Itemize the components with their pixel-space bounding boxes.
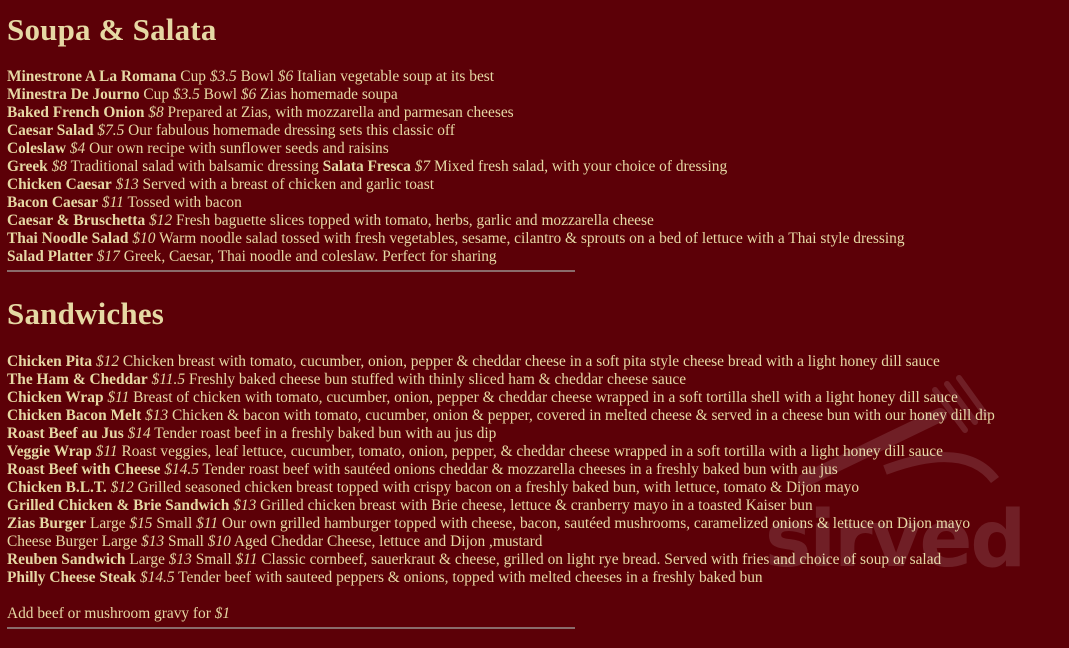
sandwiches-list: [7, 353, 1062, 587]
item-price: $12: [149, 212, 173, 229]
item-price: $15: [129, 515, 153, 532]
menu-item: [7, 68, 1062, 86]
menu-item: [7, 86, 1062, 104]
menu-item: [7, 533, 1062, 551]
item-price: $3.5: [209, 68, 237, 85]
item-name: Minestrone A La Romana: [7, 68, 177, 85]
item-price: $6: [240, 86, 257, 103]
item-text: Zias homemade soupa: [256, 86, 398, 103]
item-price: $11: [196, 515, 219, 532]
item-text: Aged Cheddar Cheese, lettuce and Dijon ,mustard: [230, 533, 543, 550]
item-price: $8: [148, 104, 164, 121]
item-name: Zias Burger: [7, 515, 87, 532]
item-text: Our own recipe with sunflower seeds and raisins: [85, 140, 389, 157]
item-price: $17: [96, 248, 120, 265]
menu-item: [7, 140, 1062, 158]
item-name: Roast Beef with Cheese: [7, 461, 161, 478]
item-name: Chicken Caesar: [7, 176, 112, 193]
item-text: Chicken & bacon with tomato, cucumber, onion & pepper, covered in melted cheese & served in a cheese bun with our honey dill dip: [168, 407, 995, 424]
item-name: Bacon Caesar: [7, 194, 99, 211]
item-text: Roast veggies, leaf lettuce, cucumber, tomato, onion, pepper, & cheddar cheese wrapped in a soft tortilla with a light honey dill sauce: [117, 443, 943, 460]
item-name: Chicken Wrap: [7, 389, 104, 406]
item-price: $14.5: [164, 461, 199, 478]
menu-item: [7, 104, 1062, 122]
item-text: Our own grilled hamburger topped with cheese, bacon, sautéed mushrooms, caramelized onions & lettuce on Dijon mayo: [218, 515, 971, 532]
menu-item: [7, 497, 1062, 515]
item-text: Bowl: [199, 86, 241, 103]
item-name: Coleslaw: [7, 140, 66, 157]
item-name: Philly Cheese Steak: [7, 569, 137, 586]
item-price: $11: [101, 194, 124, 211]
menu-item: [7, 212, 1062, 230]
section-title-soups: Soupa & Salata: [7, 12, 217, 47]
item-price: $13: [168, 551, 192, 568]
item-price: $4: [69, 140, 86, 157]
menu-item: [7, 461, 1062, 479]
item-text: Classic cornbeef, sauerkraut & cheese, grilled on light rye bread. Served with fries and choice of soup or salad: [257, 551, 942, 568]
item-price: $6: [277, 68, 294, 85]
item-price: $13: [233, 497, 257, 514]
section-divider: [7, 270, 575, 272]
menu-item: [7, 158, 1062, 176]
menu-item: [7, 371, 1062, 389]
item-name: Chicken B.L.T.: [7, 479, 107, 496]
item-name: Salata Fresca: [322, 158, 411, 175]
item-name: Caesar & Bruschetta: [7, 212, 146, 229]
item-name: Caesar Salad: [7, 122, 94, 139]
item-price: $12: [95, 353, 120, 370]
menu-item: [7, 122, 1062, 140]
item-text: Tender roast beef with sautéed onions cheddar & mozzarella cheeses in a freshly baked bun with au jus: [198, 461, 838, 478]
item-text: Chicken breast with tomato, cucumber, onion, pepper & cheddar cheese in a soft pita style cheese bread with a light honey dill sauce: [119, 353, 940, 370]
item-name: Chicken Bacon Melt: [7, 407, 142, 424]
item-price: $12: [110, 479, 134, 496]
item-text: Prepared at Zias, with mozzarella and parmesan cheeses: [163, 104, 514, 121]
menu-item: [7, 569, 1062, 587]
item-text: Mixed fresh salad, with your choice of dressing: [430, 158, 728, 175]
item-price: $7.5: [97, 122, 125, 139]
item-text: Small: [152, 515, 197, 532]
menu-item: [7, 389, 1062, 407]
menu-item: [7, 176, 1062, 194]
item-text: Small: [164, 533, 208, 550]
item-price: $13: [115, 176, 139, 193]
item-text: Tossed with bacon: [123, 194, 242, 211]
item-price: $11: [95, 443, 118, 460]
item-text: Large: [125, 551, 169, 568]
item-name: The Ham & Cheddar: [7, 371, 148, 388]
item-price: $11.5: [151, 371, 186, 388]
item-price: $10: [132, 230, 156, 247]
item-price: $14: [127, 425, 151, 442]
item-text: Cup: [176, 68, 210, 85]
menu-item: [7, 248, 1062, 266]
item-name: Veggie Wrap: [7, 443, 92, 460]
item-text: Large: [86, 515, 130, 532]
item-price: $14.5: [139, 569, 175, 586]
item-price: $8: [51, 158, 67, 175]
item-text: Served with a breast of chicken and garlic toast: [138, 176, 435, 193]
item-text: Greek, Caesar, Thai noodle and coleslaw. Perfect for sharing: [119, 248, 497, 265]
item-price: $1: [214, 605, 231, 622]
item-text: Tender roast beef in a freshly baked bun with au jus dip: [150, 425, 497, 442]
item-text: Freshly baked cheese bun stuffed with thinly sliced ham & cheddar cheese sauce: [185, 371, 687, 388]
item-text: Add beef or mushroom gravy for: [7, 605, 215, 622]
item-text: Cheese Burger Large: [7, 533, 142, 550]
menu-item: [7, 407, 1062, 425]
section-title-sandwiches: Sandwiches: [7, 296, 165, 331]
item-name: Greek: [7, 158, 48, 175]
item-text: Our fabulous homemade dressing sets this classic off: [124, 122, 455, 139]
gravy-note: [7, 605, 1062, 623]
menu-item: [7, 479, 1062, 497]
item-name: Minestra De Journo: [7, 86, 140, 103]
item-price: $10: [207, 533, 231, 550]
item-price: $13: [141, 533, 165, 550]
item-name: Chicken Pita: [7, 353, 93, 370]
menu-content: [7, 0, 1062, 629]
item-text: Grilled chicken breast with Brie cheese, lettuce & cranberry mayo in a toasted Kaiser bun: [256, 497, 813, 514]
spacer: [7, 587, 1062, 605]
section-divider: [7, 627, 575, 629]
menu-item: [7, 551, 1062, 569]
soups-list: [7, 68, 1062, 266]
item-text: Breast of chicken with tomato, cucumber, onion, pepper & cheddar cheese wrapped in a soft tortilla shell with a light honey dill sauce: [129, 389, 958, 406]
item-price: $13: [145, 407, 169, 424]
item-name: Reuben Sandwich: [7, 551, 126, 568]
item-price: $3.5: [172, 86, 200, 103]
item-text: Bowl: [236, 68, 278, 85]
menu-item: [7, 515, 1062, 533]
item-name: Salad Platter: [7, 248, 93, 265]
menu-item: [7, 425, 1062, 443]
item-name: Grilled Chicken & Brie Sandwich: [7, 497, 230, 514]
item-text: Small: [191, 551, 236, 568]
watermark-text: sirved: [765, 495, 1025, 585]
item-text: Cup: [139, 86, 173, 103]
item-name: Baked French Onion: [7, 104, 145, 121]
item-name: Roast Beef au Jus: [7, 425, 124, 442]
item-price: $11: [107, 389, 130, 406]
menu-item: [7, 353, 1062, 371]
item-text: Traditional salad with balsamic dressing: [67, 158, 323, 175]
item-name: Thai Noodle Salad: [7, 230, 129, 247]
item-text: Grilled seasoned chicken breast topped with crispy bacon on a freshly baked bun, with lettuce, tomato & Dijon mayo: [133, 479, 860, 496]
item-text: Fresh baguette slices topped with tomato, herbs, garlic and mozzarella cheese: [172, 212, 654, 229]
item-text: Warm noodle salad tossed with fresh vegetables, sesame, cilantro & sprouts on a bed of lettuce with a Thai style dressing: [155, 230, 905, 247]
menu-item: [7, 443, 1062, 461]
item-text: Tender beef with sauteed peppers & onions, topped with melted cheeses in a freshly baked bun: [174, 569, 763, 586]
menu-item: [7, 194, 1062, 212]
item-text: Italian vegetable soup at its best: [293, 68, 495, 85]
item-price: $11: [235, 551, 258, 568]
menu-item: [7, 230, 1062, 248]
item-price: $7: [414, 158, 431, 175]
